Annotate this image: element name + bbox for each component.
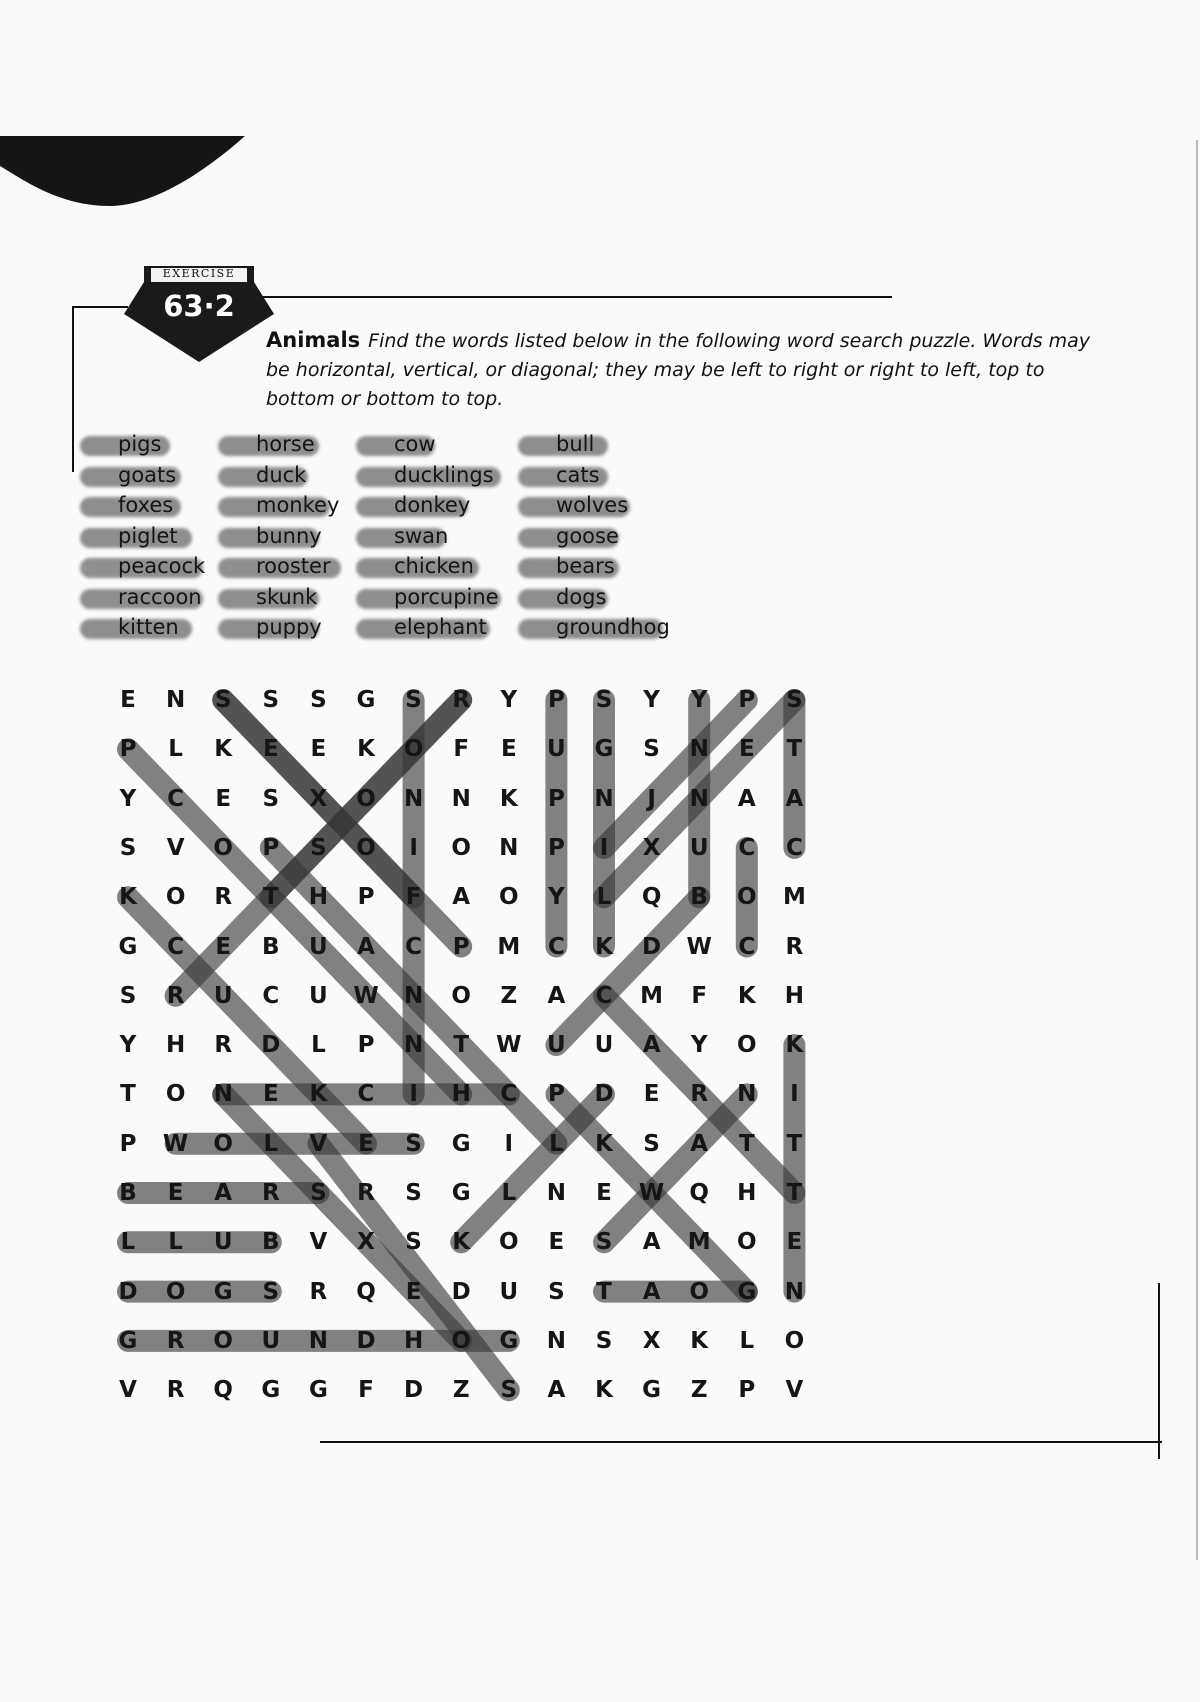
grid-letter: P: [357, 1032, 375, 1059]
grid-letter: S: [500, 1377, 518, 1404]
grid-letter: N: [403, 1032, 424, 1059]
grid-letter: L: [168, 1229, 183, 1256]
grid-letter: C: [167, 785, 185, 812]
grid-letter: L: [596, 884, 612, 911]
grid-letter: S: [786, 687, 803, 713]
grid-letter: E: [215, 785, 232, 812]
grid-letter: X: [642, 1327, 661, 1354]
grid-letter: B: [262, 933, 280, 960]
word-item: elephant: [394, 615, 487, 639]
grid-letter: Y: [690, 1032, 708, 1059]
grid-letter: F: [453, 736, 470, 763]
grid-letter: Z: [500, 982, 518, 1009]
grid-letter: B: [119, 1180, 137, 1206]
grid-letter: K: [357, 736, 375, 763]
grid-letter: Y: [643, 687, 660, 713]
grid-letter: L: [168, 736, 183, 763]
grid-letter: P: [547, 1081, 565, 1108]
grid-letter: V: [785, 1377, 804, 1404]
grid-letter: P: [119, 1130, 137, 1157]
grid-letter: M: [687, 1229, 711, 1256]
grid-letter: A: [690, 1130, 709, 1157]
grid-letter: M: [640, 982, 664, 1009]
grid-letter: N: [165, 687, 186, 713]
grid-letter: C: [785, 834, 803, 861]
grid-letter: C: [738, 834, 756, 861]
grid-letter: B: [690, 884, 708, 911]
grid-letter: R: [309, 1278, 328, 1305]
grid-letter: R: [452, 687, 471, 713]
grid-letter: E: [643, 1081, 660, 1108]
grid-letter: I: [790, 1081, 799, 1108]
grid-letter: A: [737, 785, 756, 812]
word-item: goats: [118, 462, 177, 487]
grid-letter: H: [403, 1327, 424, 1354]
grid-letter: N: [737, 1081, 757, 1108]
grid-letter: N: [546, 1180, 567, 1206]
grid-letter: H: [308, 884, 329, 911]
grid-letter: V: [309, 1229, 328, 1256]
grid-letter: A: [547, 982, 566, 1009]
grid-letter: U: [213, 982, 233, 1009]
grid-letter: F: [405, 884, 422, 911]
grid-letter: C: [595, 982, 613, 1009]
grid-letter: E: [500, 736, 517, 763]
grid-letter: U: [309, 982, 328, 1009]
grid-letter: N: [689, 785, 709, 812]
grid-letter: O: [499, 1229, 519, 1256]
grid-letter: N: [784, 1278, 805, 1305]
grid-letter: A: [357, 933, 375, 960]
grid-letter: S: [643, 1130, 660, 1157]
grid-letter: S: [643, 736, 660, 763]
grid-letter: M: [497, 933, 521, 960]
grid-letter: F: [691, 982, 708, 1009]
grid-letter: N: [594, 785, 614, 812]
grid-letter: Y: [548, 884, 565, 911]
grid-letter: Y: [119, 1032, 137, 1059]
grid-letter: A: [642, 1229, 661, 1256]
grid-letter: K: [595, 933, 613, 960]
grid-letter: S: [595, 687, 613, 713]
grid-letter: T: [786, 1130, 803, 1157]
grid-letter: R: [214, 1032, 233, 1059]
grid-letter: Z: [452, 1377, 470, 1404]
word-item: swan: [394, 523, 449, 548]
grid-letter: B: [262, 1229, 280, 1256]
grid-letter: O: [403, 736, 424, 763]
grid-letter: T: [120, 1081, 136, 1108]
grid-letter: R: [357, 1180, 375, 1206]
grid-letter: H: [451, 1081, 471, 1108]
grid-letter: A: [547, 1377, 566, 1404]
grid-letter: G: [642, 1377, 662, 1404]
grid-letter: O: [499, 884, 519, 911]
grid-letter: E: [167, 1180, 184, 1206]
grid-letter: N: [213, 1081, 233, 1108]
grid-letter: S: [405, 1229, 422, 1256]
grid-letter: P: [547, 834, 565, 861]
grid-letter: N: [546, 1327, 567, 1354]
grid-letter: O: [213, 1327, 233, 1354]
grid-letter: S: [405, 687, 422, 713]
grid-letter: G: [594, 736, 614, 763]
word-item: chicken: [394, 554, 474, 578]
grid-letter: G: [737, 1278, 757, 1305]
grid-letter: O: [784, 1327, 805, 1354]
grid-letter: T: [786, 1180, 803, 1206]
grid-letter: O: [356, 785, 376, 812]
grid-letter: E: [786, 1229, 803, 1256]
grid-letter: S: [548, 1278, 565, 1305]
instructions-text: Find the words listed below in the following word search puzzle. Words may be horizontal, vertical, or diagonal; they may be left to right or right to left, top to bottom or bottom to top.: [266, 330, 1091, 410]
instructions-title: Animals: [266, 328, 361, 352]
grid-letter: E: [262, 1081, 279, 1108]
grid-letter: L: [120, 1229, 136, 1256]
grid-letter: O: [165, 884, 186, 911]
grid-letter: G: [356, 687, 376, 713]
grid-letter: O: [737, 1229, 757, 1256]
grid-letter: N: [403, 982, 424, 1009]
grid-letter: K: [119, 884, 137, 911]
grid-letter: S: [119, 834, 137, 861]
grid-letter: G: [499, 1327, 519, 1354]
word-item: puppy: [256, 615, 322, 639]
grid-letter: U: [309, 933, 328, 960]
grid-letter: S: [262, 687, 280, 713]
grid-letter: U: [499, 1278, 519, 1305]
grid-letter: U: [689, 834, 709, 861]
grid-letter: Q: [356, 1278, 376, 1305]
word-item: pigs: [118, 432, 162, 456]
grid-letter: T: [453, 1032, 470, 1059]
grid-letter: E: [548, 1229, 565, 1256]
word-item: duck: [256, 462, 307, 487]
grid-letter: R: [785, 933, 804, 960]
grid-letter: D: [118, 1278, 138, 1305]
word-item: horse: [256, 432, 315, 456]
grid-letter: W: [353, 982, 379, 1009]
grid-letter: O: [451, 982, 471, 1009]
grid-letter: H: [165, 1032, 186, 1059]
grid-letter: S: [262, 785, 280, 812]
grid-letter: I: [504, 1130, 514, 1157]
grid-letter: J: [647, 785, 656, 812]
grid-letter: L: [501, 1180, 517, 1206]
grid-letter: P: [547, 687, 565, 713]
grid-letter: E: [358, 1130, 374, 1157]
grid-letter: E: [596, 1180, 612, 1206]
grid-letter: C: [500, 1081, 518, 1108]
grid-letter: C: [167, 933, 185, 960]
grid-letter: Y: [119, 785, 137, 812]
grid-letter: G: [118, 933, 138, 960]
grid-letter: P: [357, 884, 375, 911]
grid-letter: C: [357, 1081, 375, 1108]
grid-letter: U: [261, 1327, 281, 1354]
grid-letter: D: [261, 1032, 281, 1059]
word-item: skunk: [256, 584, 318, 609]
grid-letter: U: [213, 1229, 233, 1256]
word-item: foxes: [118, 493, 174, 517]
word-item: peacock: [118, 554, 206, 578]
grid-letter: S: [310, 834, 327, 861]
grid-letter: P: [262, 834, 280, 861]
word-item: bears: [556, 554, 615, 578]
grid-letter: S: [405, 1180, 422, 1206]
grid-letter: U: [547, 736, 566, 763]
grid-letter: M: [782, 884, 806, 911]
exercise-number: 63·2: [163, 289, 235, 323]
grid-letter: K: [214, 736, 233, 763]
grid-letter: E: [405, 1278, 422, 1305]
grid-letter: W: [686, 933, 712, 960]
word-item: kitten: [118, 615, 179, 639]
grid-letter: E: [215, 933, 232, 960]
grid-letter: I: [409, 1081, 418, 1108]
grid-letter: E: [262, 736, 279, 763]
grid-letter: W: [496, 1032, 522, 1059]
grid-letter: K: [690, 1327, 709, 1354]
grid-letter: T: [738, 1130, 755, 1157]
word-item: bull: [556, 432, 595, 456]
grid-letter: C: [738, 933, 756, 960]
word-item: cow: [394, 432, 436, 456]
grid-letter: P: [452, 933, 470, 960]
grid-letter: G: [213, 1278, 233, 1305]
grid-letter: O: [165, 1081, 186, 1108]
grid-letter: K: [595, 1377, 613, 1404]
grid-letter: L: [739, 1327, 755, 1354]
grid-letter: C: [547, 933, 565, 960]
grid-letter: C: [405, 933, 423, 960]
word-item: bunny: [256, 523, 322, 548]
grid-letter: I: [599, 834, 609, 861]
word-item: wolves: [556, 493, 629, 517]
grid-letter: S: [119, 982, 137, 1009]
grid-letter: E: [738, 736, 755, 763]
grid-letter: N: [689, 736, 709, 763]
word-item: raccoon: [118, 584, 202, 609]
grid-letter: T: [786, 736, 803, 763]
grid-letter: O: [737, 1032, 757, 1059]
grid-letter: Q: [641, 884, 662, 911]
grid-letter: P: [738, 1377, 756, 1404]
grid-letter: Q: [213, 1377, 233, 1404]
grid-letter: G: [118, 1327, 138, 1354]
grid-letter: H: [737, 1180, 757, 1206]
grid-letter: K: [309, 1081, 328, 1108]
grid-letter: W: [162, 1130, 189, 1157]
grid-letter: D: [594, 1081, 614, 1108]
grid-letter: A: [642, 1278, 661, 1305]
grid-letter: K: [785, 1032, 804, 1059]
grid-letter: V: [119, 1377, 137, 1404]
grid-letter: O: [213, 834, 233, 861]
grid-letter: H: [784, 982, 805, 1009]
grid-letter: I: [409, 834, 418, 861]
grid-letter: S: [405, 1130, 422, 1157]
grid-letter: O: [213, 1130, 233, 1157]
grid-letter: R: [166, 982, 185, 1009]
grid-letter: P: [738, 687, 756, 713]
grid-letter: D: [451, 1278, 471, 1305]
grid-letter: S: [595, 1327, 613, 1354]
grid-letter: G: [451, 1130, 471, 1157]
grid-letter: U: [594, 1032, 614, 1059]
grid-letter: P: [119, 736, 137, 763]
grid-letter: X: [642, 834, 661, 861]
word-item: cats: [556, 462, 600, 487]
grid-letter: S: [310, 1180, 327, 1206]
grid-letter: S: [214, 687, 232, 713]
grid-letter: D: [356, 1327, 376, 1354]
grid-letter: C: [262, 982, 280, 1009]
word-item: rooster: [256, 554, 331, 578]
grid-letter: T: [262, 884, 279, 911]
grid-letter: A: [785, 785, 804, 812]
grid-letter: Y: [500, 687, 518, 713]
grid-letter: F: [358, 1377, 374, 1404]
grid-letter: O: [356, 834, 376, 861]
grid-letter: E: [310, 736, 327, 763]
grid-letter: N: [403, 785, 424, 812]
grid-letter: P: [547, 785, 565, 812]
grid-letter: N: [308, 1327, 329, 1354]
grid-letter: R: [214, 884, 233, 911]
grid-letter: E: [120, 687, 136, 713]
grid-letter: Y: [690, 687, 708, 713]
grid-letter: G: [308, 1377, 328, 1404]
grid-letter: R: [166, 1377, 185, 1404]
grid-letter: N: [451, 785, 471, 812]
grid-letter: L: [263, 1130, 279, 1157]
grid-letter: V: [309, 1130, 328, 1157]
grid-letter: L: [549, 1130, 564, 1157]
grid-letter: S: [310, 687, 327, 713]
grid-letter: Z: [690, 1377, 708, 1404]
grid-letter: S: [595, 1229, 613, 1256]
grid-letter: Q: [689, 1180, 709, 1206]
word-item: piglet: [118, 523, 178, 548]
grid-letter: U: [547, 1032, 566, 1059]
grid-letter: R: [261, 1180, 280, 1206]
grid-letter: O: [737, 884, 757, 911]
word-item: dogs: [556, 584, 607, 609]
grid-letter: O: [165, 1278, 186, 1305]
grid-letter: G: [261, 1377, 281, 1404]
grid-letter: R: [166, 1327, 185, 1354]
grid-letter: V: [166, 834, 185, 861]
grid-letter: A: [642, 1032, 661, 1059]
grid-letter: D: [642, 933, 662, 960]
grid-letter: K: [595, 1130, 613, 1157]
word-item: donkey: [394, 493, 471, 517]
grid-letter: A: [452, 884, 471, 911]
grid-letter: X: [357, 1229, 375, 1256]
grid-letter: A: [214, 1180, 233, 1206]
word-item: ducklings: [394, 462, 494, 487]
grid-letter: O: [689, 1278, 709, 1305]
word-item: goose: [556, 523, 619, 548]
word-item: porcupine: [394, 584, 499, 609]
grid-letter: K: [737, 982, 756, 1009]
grid-letter: L: [311, 1032, 326, 1059]
grid-letter: G: [451, 1180, 471, 1206]
grid-letter: S: [262, 1278, 280, 1305]
grid-letter: R: [690, 1081, 709, 1108]
grid-letter: D: [404, 1377, 424, 1404]
grid-letter: X: [309, 785, 328, 812]
grid-letter: W: [638, 1180, 665, 1206]
grid-letter: O: [451, 834, 471, 861]
word-item: groundhog: [556, 615, 670, 639]
word-item: monkey: [256, 493, 340, 517]
grid-letter: O: [451, 1327, 471, 1354]
grid-letter: N: [499, 834, 519, 861]
grid-letter: K: [499, 785, 518, 812]
grid-letter: T: [596, 1278, 612, 1305]
exercise-label: EXERCISE: [162, 267, 236, 280]
grid-letter: K: [452, 1229, 471, 1256]
